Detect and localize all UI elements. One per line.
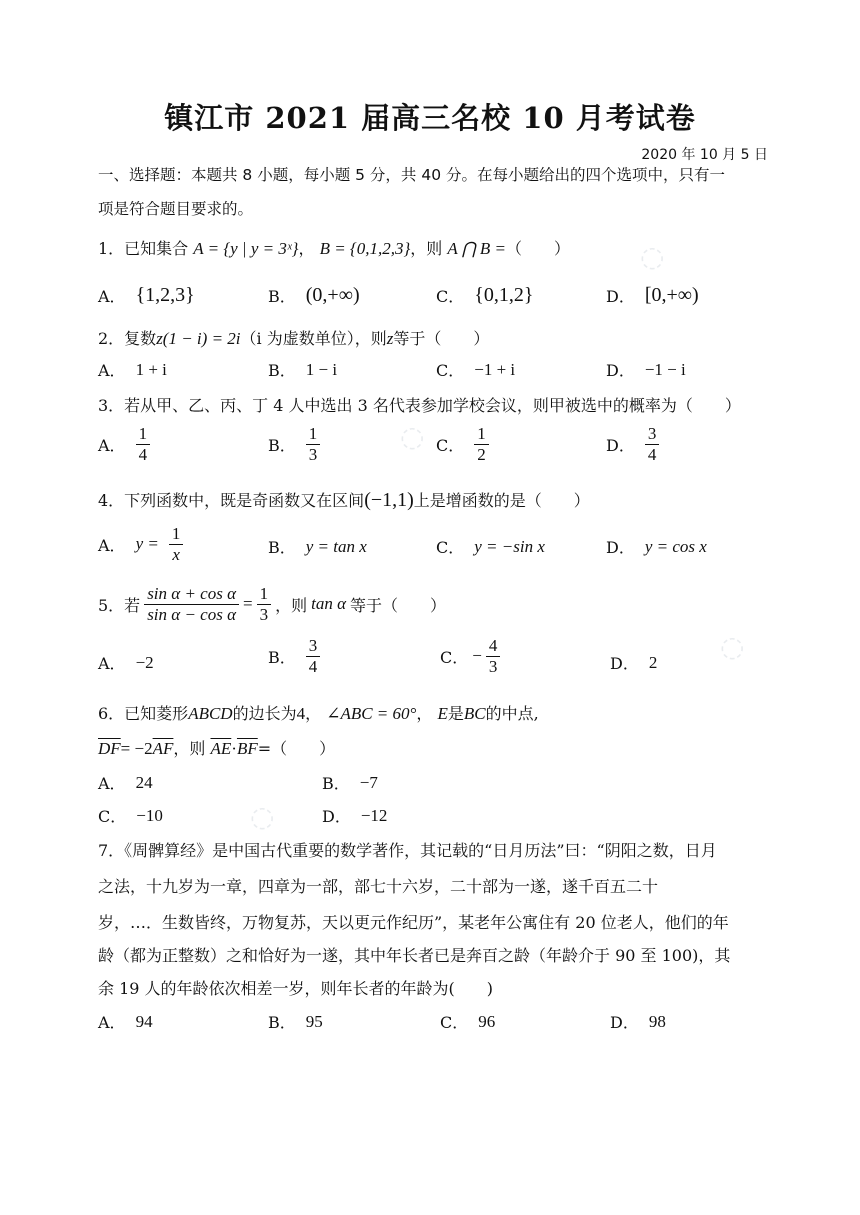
page-title: 镇江市 2021 届高三名校 10 月考试卷 — [164, 101, 696, 135]
watermark-icon: ◌ — [720, 630, 745, 663]
q7-option-c[interactable]: C． 96 — [440, 1011, 496, 1032]
question-3: 3．若从甲、乙、丙、丁 4 人中选出 3 名代表参加学校会议，则甲被选中的概率为（ ） — [98, 396, 741, 415]
q6-option-c[interactable]: C． −10 — [98, 805, 163, 826]
question-7-line5: 余 19 人的年龄依次相差一岁，则年长者的年龄为( ) — [98, 979, 494, 998]
q3-option-b[interactable]: B． $\frac{1}{3}$ — [268, 424, 320, 464]
q6-option-d[interactable]: D． −12 — [322, 805, 388, 826]
watermark-icon: ◌ — [250, 800, 275, 833]
q5-option-c[interactable]: C． − $\frac{4}{3}$ — [440, 636, 500, 676]
q7-option-a[interactable]: A． 94 — [98, 1011, 153, 1032]
q7-option-d[interactable]: D． 98 — [610, 1011, 666, 1032]
q2-option-d[interactable]: D． −1 − i — [606, 359, 686, 380]
q1-option-c[interactable]: C． {0,1,2} — [436, 284, 534, 306]
watermark-icon: ◌ — [400, 420, 425, 453]
q3-option-a[interactable]: A． $\frac{1}{4}$ — [98, 424, 150, 464]
question-1: 1．已知集合 A = {y | y = 3ˣ}， B = {0,1,2,3}，则 A ⋂ B =（ ） — [98, 239, 571, 258]
q4-option-a[interactable]: A． y = $\frac{1}{x}$ — [98, 524, 183, 564]
q4-option-d[interactable]: D． y = cos x — [606, 536, 707, 557]
question-7-line3: 岁，…．生数皆终，万物复苏，天以更元作纪历”，某老年公寓住有 20 位老人，他们的年 — [98, 913, 729, 932]
question-7-line4: 龄（都为正整数）之和恰好为一遂，其中年长者已是奔百之龄（年龄介于 90 至 100)，其 — [98, 946, 731, 965]
q3-option-d[interactable]: D． $\frac{3}{4}$ — [606, 424, 659, 464]
watermark-icon: ◌ — [640, 240, 665, 273]
q1-option-a[interactable]: A． {1,2,3} — [98, 284, 195, 306]
question-7-line1: 7．《周髀算经》是中国古代重要的数学著作，其记载的“日月历法”曰：“阴阳之数，日月 — [98, 841, 717, 860]
q6-option-a[interactable]: A． 24 — [98, 772, 153, 793]
question-7-line2: 之法，十九岁为一章，四章为一部，部七十六岁，二十部为一遂，遂千百五二十 — [98, 877, 659, 896]
question-5: 5．若 $\frac{\text{sin α + cos α}}{\text{sin α − cos α}}$ = $\frac{1}{3}$ ，则 tan α 等于（ ） — [98, 584, 447, 624]
question-2: 2．复数z(1 − i) = 2i（i 为虚数单位），则z等于（ ） — [98, 329, 490, 348]
section-instruction-line2: 项是符合题目要求的。 — [98, 200, 254, 218]
q4-option-b[interactable]: B． y = tan x — [268, 536, 367, 557]
section-instruction-line1: 一、选择题：本题共 8 小题，每小题 5 分，共 40 分。在每小题给出的四个选项中，只有一 — [98, 166, 726, 184]
q6-option-b[interactable]: B． −7 — [322, 772, 378, 793]
q7-option-b[interactable]: B． 95 — [268, 1011, 323, 1032]
q2-option-a[interactable]: A． 1 + i — [98, 359, 167, 380]
q5-option-b[interactable]: B． $\frac{3}{4}$ — [268, 636, 320, 676]
q5-option-d[interactable]: D． 2 — [610, 652, 658, 673]
q1-option-d[interactable]: D． [0,+∞) — [606, 284, 699, 306]
q2-option-b[interactable]: B． 1 − i — [268, 359, 338, 380]
q5-option-a[interactable]: A． −2 — [98, 652, 154, 673]
q2-option-c[interactable]: C． −1 + i — [436, 359, 516, 380]
exam-date: 2020 年 10 月 5 日 — [641, 147, 768, 163]
q4-option-c[interactable]: C． y = −sin x — [436, 536, 545, 557]
q3-option-c[interactable]: C． $\frac{1}{2}$ — [436, 424, 489, 464]
question-6-line1: 6．已知菱形ABCD的边长为4， ∠ABC = 60°， E是BC的中点, — [98, 704, 539, 723]
question-4: 4．下列函数中，既是奇函数又在区间(−1,1)上是增函数的是（ ） — [98, 489, 590, 511]
q1-option-b[interactable]: B． (0,+∞) — [268, 284, 360, 306]
question-6-line2: $\overline{DF}= -2\overline{AF}$，则 $\overline{AE}\cdot\overline{BF}=$（ ） — [98, 739, 336, 758]
